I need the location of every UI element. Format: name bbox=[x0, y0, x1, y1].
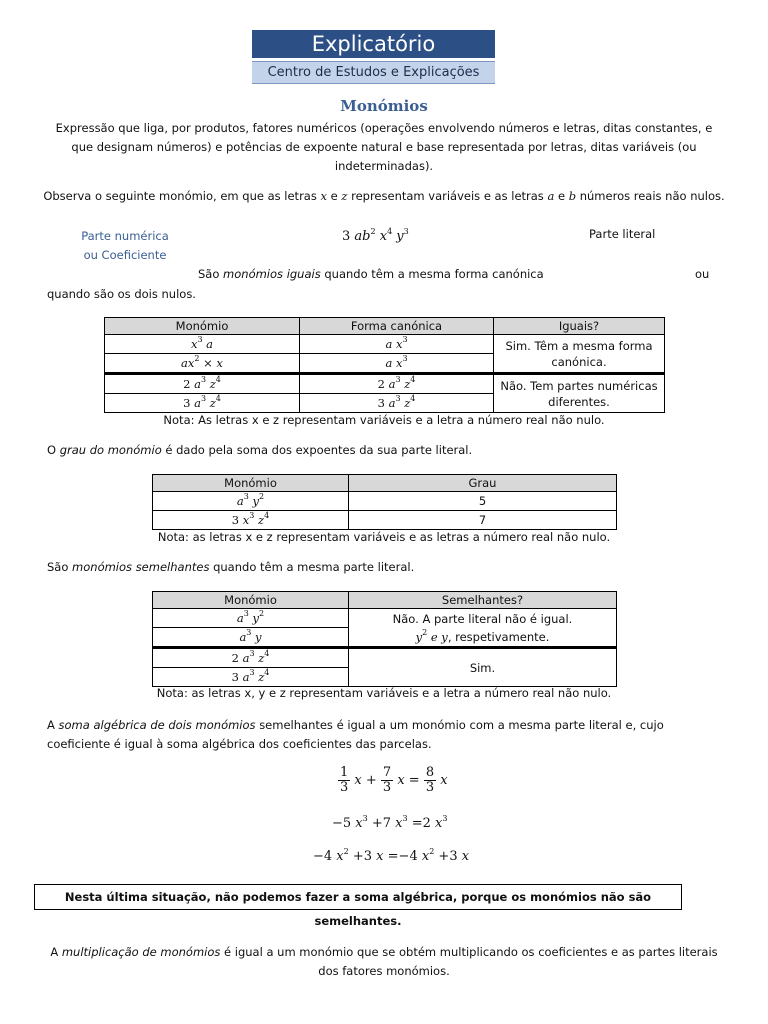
table2-monomial-2: 3 $x^3$ $z^4$ bbox=[153, 511, 349, 530]
similar-lead: São bbox=[47, 560, 69, 574]
table1-monomial-4: 3 $a^3$ $z^4$ bbox=[105, 394, 300, 413]
table-row bbox=[153, 609, 617, 628]
table3-answer-1-suffix: , respetivamente. bbox=[447, 629, 550, 644]
similar-rest: quando têm a mesma parte literal. bbox=[213, 560, 415, 574]
table3-monomial-2: $a^3$ y bbox=[153, 628, 349, 648]
numeric-part-line-2: ou Coeficiente bbox=[83, 248, 167, 262]
table1-answer-1: Sim. Têm a mesma forma canónica. bbox=[494, 335, 665, 374]
table-row bbox=[105, 374, 665, 394]
table1-monomial-2: $ax^2 \times x$ bbox=[105, 354, 300, 374]
table-row bbox=[153, 648, 617, 668]
table-row bbox=[153, 492, 617, 511]
equal-rest: quando têm a mesma forma canónica bbox=[324, 267, 544, 281]
table1-note: Nota: As letras x e z representam variáveis e a letra a número real não nulo. bbox=[163, 413, 605, 427]
sum-lead: A bbox=[47, 718, 55, 732]
mult-line-2: dos fatores monómios. bbox=[318, 964, 450, 978]
similar-monomials-table bbox=[152, 591, 617, 687]
sum-line-1 bbox=[47, 716, 727, 735]
table3-monomial-3: 2 $a^3$ $z^4$ bbox=[153, 648, 349, 668]
literal-part-label: Parte literal bbox=[589, 227, 656, 241]
table1-canonical-4: 3 $a^3$ $z^4$ bbox=[300, 394, 494, 413]
equal-line-2: quando são os dois nulos. bbox=[47, 287, 196, 301]
var-a: a bbox=[547, 189, 555, 203]
equal-lead: São bbox=[198, 267, 220, 281]
table2-degree-1: 5 bbox=[349, 492, 617, 511]
example-monomial: 3 $ab^2$ $x^4$ $y^3$ bbox=[342, 227, 409, 244]
observe-text-1: Observa o seguinte monómio, em que as letras bbox=[43, 189, 317, 203]
intro-line-1: Expressão que liga, por produtos, fatores numéricos (operações envolvendo números e letras, ditas constantes, e bbox=[55, 121, 713, 135]
table3-header-monomial: Monómio bbox=[153, 592, 349, 609]
numeric-part-label bbox=[60, 227, 190, 265]
numeric-part-line-1: Parte numérica bbox=[81, 229, 169, 243]
equation-fractions: $\frac{1}{3}$ x + $\frac{7}{3}$ x = $\frac{8}{3}$ x bbox=[340, 765, 448, 795]
mult-rest: é igual a um monómio que se obtém multiplicando os coeficientes e as partes literais bbox=[224, 945, 718, 959]
observe-text-3: números reais não nulos. bbox=[579, 189, 725, 203]
table1-monomial-3: 2 $a^3$ $z^4$ bbox=[105, 374, 300, 394]
table2-header-monomial: Monómio bbox=[153, 475, 349, 492]
observe-paragraph bbox=[20, 187, 748, 206]
similar-definition bbox=[47, 560, 414, 574]
table1-answer-2: Não. Tem partes numéricas diferentes. bbox=[494, 374, 665, 413]
page-title: Monómios bbox=[340, 97, 428, 115]
observe-and-1: e bbox=[330, 189, 338, 203]
degree-term: grau do monómio bbox=[59, 443, 162, 457]
table1-header-equal: Iguais? bbox=[494, 318, 665, 335]
table1-header-canonical: Forma canónica bbox=[300, 318, 494, 335]
table1-canonical-2: a $x^3$ bbox=[300, 354, 494, 374]
equation-non-similar: −4 $x^2 +3$ x =−4 $x^2 +3$ x bbox=[313, 847, 470, 864]
multiplication-definition bbox=[20, 943, 748, 981]
table3-answer-1-line-1: Não. A parte literal não é igual. bbox=[392, 611, 573, 626]
table2-header-degree: Grau bbox=[349, 475, 617, 492]
table3-answer-1-line-2: $y^2$ e y, respetivamente. bbox=[415, 627, 550, 644]
table2-note: Nota: as letras x e z representam variáveis e as letras a número real não nulo. bbox=[157, 530, 611, 544]
logo-subtitle: Centro de Estudos e Explicações bbox=[252, 61, 495, 84]
table-row bbox=[153, 511, 617, 530]
similar-term: monómios semelhantes bbox=[72, 560, 210, 574]
var-z: z bbox=[341, 189, 348, 203]
degree-rest: é dado pela soma dos expoentes da sua parte literal. bbox=[165, 443, 473, 457]
table-row bbox=[105, 335, 665, 354]
degree-table bbox=[152, 474, 617, 530]
var-x: x bbox=[320, 189, 327, 203]
equal-ou: ou bbox=[695, 267, 710, 281]
table3-monomial-1: $a^3$ $y^2$ bbox=[153, 609, 349, 628]
equal-definition bbox=[198, 267, 558, 281]
sum-line-2: coeficiente é igual à soma algébrica dos coeficientes das parcelas. bbox=[47, 737, 432, 751]
degree-lead: O bbox=[47, 443, 57, 457]
sum-term: soma algébrica de dois monómios bbox=[58, 718, 256, 732]
intro-line-2: que designam números) e potências de expoente natural e base representada por letras, ditas variáveis (ou bbox=[71, 140, 697, 154]
warning-box: Nesta última situação, não podemos fazer a soma algébrica, porque os monómios não são semelhantes. bbox=[34, 884, 682, 910]
sum-definition bbox=[47, 716, 727, 754]
table3-monomial-4: 3 $a^3$ $z^4$ bbox=[153, 668, 349, 687]
table2-degree-2: 7 bbox=[349, 511, 617, 530]
table1-canonical-3: 2 $a^3$ $z^4$ bbox=[300, 374, 494, 394]
equation-cubic: −5 $x^3 +7$ $x^3 =2$ $x^3$ bbox=[332, 814, 448, 831]
mult-term: multiplicação de monómios bbox=[61, 945, 221, 959]
table1-monomial-1: $x^3$ a bbox=[105, 335, 300, 354]
equal-term: monómios iguais bbox=[223, 267, 321, 281]
var-b: b bbox=[568, 189, 577, 203]
intro-paragraph bbox=[30, 119, 738, 176]
observe-and-2: e bbox=[557, 189, 566, 203]
observe-text-2: representam variáveis e as letras bbox=[351, 189, 544, 203]
table3-note: Nota: as letras x, y e z representam variáveis e a letra a número real não nulo. bbox=[156, 686, 612, 700]
degree-definition bbox=[47, 443, 472, 457]
table2-monomial-1: $a^3$ $y^2$ bbox=[153, 492, 349, 511]
table1-canonical-1: a $x^3$ bbox=[300, 335, 494, 354]
table3-answer-1 bbox=[349, 609, 617, 648]
mult-line-1 bbox=[20, 943, 748, 962]
sum-rest: semelhantes é igual a um monómio com a mesma parte literal e, cujo bbox=[259, 718, 664, 732]
intro-line-3: indeterminadas). bbox=[334, 159, 434, 173]
table3-answer-2: Sim. bbox=[349, 648, 617, 687]
equal-monomials-table bbox=[104, 317, 665, 413]
table1-header-monomial: Monómio bbox=[105, 318, 300, 335]
table3-header-similar: Semelhantes? bbox=[349, 592, 617, 609]
mult-lead: A bbox=[50, 945, 59, 959]
logo-title: Explicatório bbox=[252, 30, 495, 58]
